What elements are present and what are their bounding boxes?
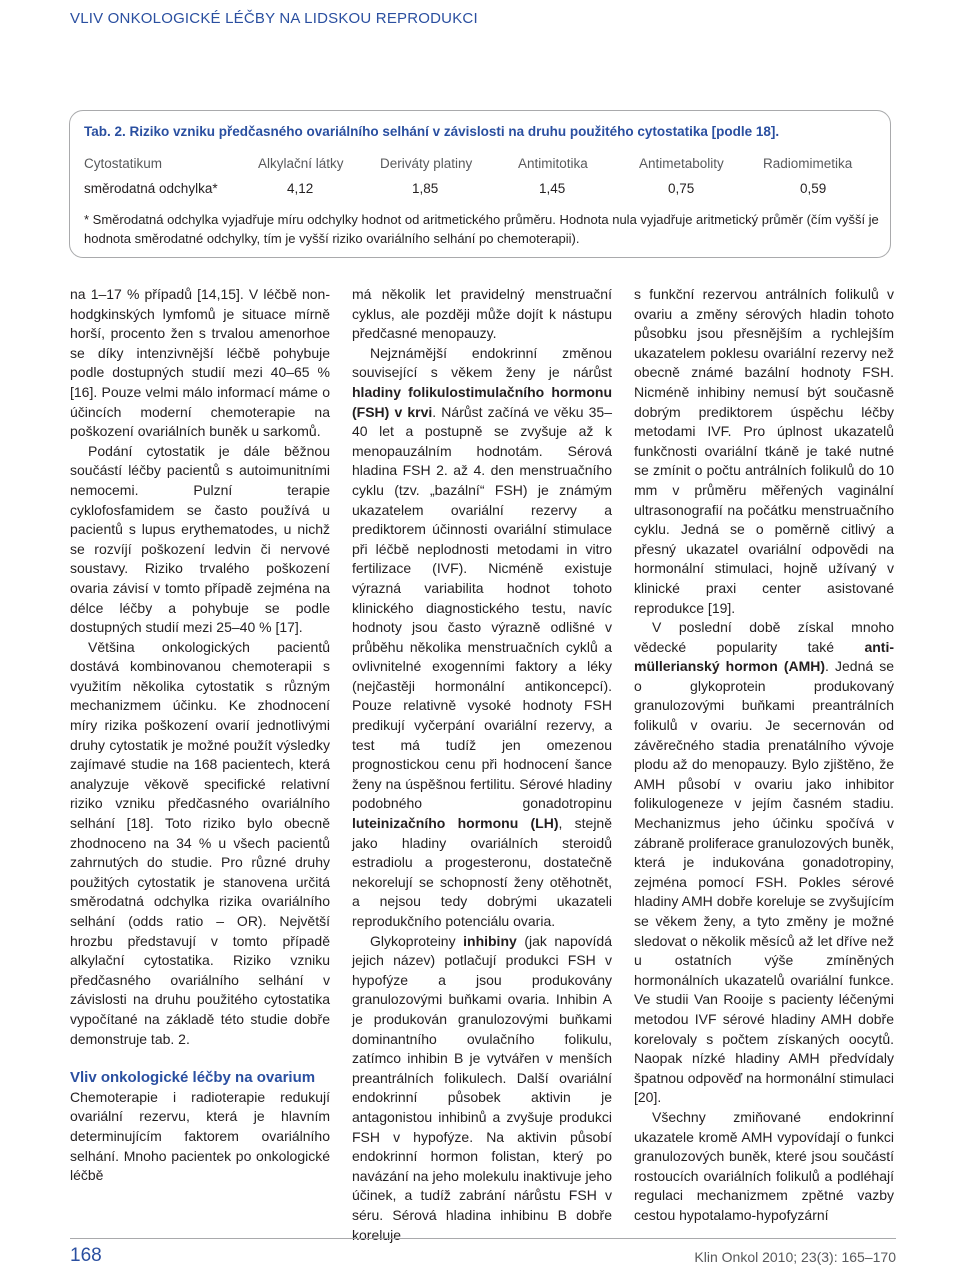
table-2 xyxy=(69,110,891,258)
table-row xyxy=(70,181,892,199)
text-column-1 xyxy=(70,285,330,1186)
paragraph xyxy=(634,618,894,1108)
table-title: Tab. 2. Riziko vzniku předčasného ovariálního selhání v závislosti na druhu použitého cytostatika [podle 18]. xyxy=(84,124,780,139)
text-column-3 xyxy=(634,285,894,1226)
text-column-2 xyxy=(352,285,612,1245)
table-cell: 1,85 xyxy=(412,181,439,196)
table-footnote: * Směrodatná odchylka vyjadřuje míru odchylky hodnot od aritmetického průměru. Hodnota nula vyjadřuje aritmetický průměr (čím vyšší je hodnota směrodatné odchylky, tím je vyšší riziko ovariálního selhání po chemoterapii). xyxy=(84,212,879,246)
text-run: , stejně jako hladiny ovariálních steroidů estradiolu a progesteronu, dostatečně nekorelují se schopností ženy otěhotnět, a nejsou tedy dobrými ukazateli reprodukčního potenciálu ovaria. xyxy=(352,815,613,929)
bold-term: luteinizačního hormonu (LH) xyxy=(352,815,559,832)
table-column-header: Radiomimetika xyxy=(763,156,853,171)
text-run: Glykoproteiny xyxy=(370,932,464,949)
journal-citation: Klin Onkol 2010; 23(3): 165–170 xyxy=(694,1249,896,1265)
table-row-label: směrodatná odchylka* xyxy=(84,181,218,196)
paragraph xyxy=(352,344,612,932)
table-header-row xyxy=(70,156,892,174)
bold-term: anti-müllerianský hormon (AMH) xyxy=(634,638,894,675)
running-title: VLIV ONKOLOGICKÉ LÉČBY NA LIDSKOU REPRODUKCI xyxy=(70,10,478,27)
paragraph: Chemoterapie i radioterapie redukují ovariální rezervu, která je hlavním determinujícím faktorem ovariálního selhání. Mnoho pacientek po onkologické léčbě xyxy=(70,1088,330,1184)
text-run: Nejznámější endokrinní změnou související s věkem ženy je nárůst xyxy=(352,344,612,381)
paragraph: na 1–17 % případů [14,15]. V léčbě non-hodgkinských lymfomů je situace mírně horší, procento žen s trvalou amenorhoe se díky intenzivnější léčbě pohybuje podle dostupných studií mezi 40–65 % [16]. Pouze velmi málo informací máme o účincích moderní chemoterapie na poškození ovariálních buněk u sarkomů. xyxy=(70,286,330,440)
text-run: (jak napovídá jejich název) potlačují produkci FSH v hypofýze a jsou produkovány granulozovými buňkami ovaria. Inhibin A je produkován granulozovými buňkami dominantního ovulačního folikulu, zatímco inhibin B je vytvářen v menších preantrálních folikulech. Další ovariální endokrinní působek aktivin je antagonistou inhibinů a zvyšuje produkci FSH v hypofýze. Na aktivin působí endokrinní hormon folistan, který po navázání na jeho molekulu inaktivuje jeho účinek, a tudíž zabrání nárůstu FSH v séru. Sérová hladina inhibinu B dobře koreluje xyxy=(352,932,613,1243)
text-run: . Jedná se o glykoprotein produkovaný granulozovými buňkami preantrálních folikulů v ovariu. Je secernován od závěrečného stadia prenatálního vývoje plodu až do menopauzy. Bylo zjištěno, že AMH působí v ovariu jako inhibitor folikulogeneze v jejím časném stadiu. Mechanizmus jeho účinku spočívá v zábraně proliferace granulozových buněk, která je indukována gonadotropiny, zejména pomocí FSH. Pokles sérové hladiny AMH dobře koreluje se zvyšujícím se věkem ženy, a tyto změny je možné sledovat o několik měsíců až let dříve než u ostatních výše zmíněných hormonálních ukazatelů ovariální funkce. Ve studii Van Rooije s pacienty léčenými metodou IVF sérové hladiny AMH dobře korelovaly s počtem získaných oocytů. Naopak nízké hladiny AMH předvídaly špatnou odpověď na hormonální stimulaci [20]. xyxy=(634,658,894,1106)
paragraph: má několik let pravidelný menstruační cyklus, ale později může dojít k nástupu předčasné menopauzy. xyxy=(352,286,612,342)
table-column-header: Antimitotika xyxy=(518,156,588,171)
table-cell: 4,12 xyxy=(287,181,314,196)
text-run: V poslední době získal mnoho vědecké popularity také xyxy=(634,619,894,655)
paragraph: s funkční rezervou antrálních folikulů v ovariu a změny sérových hladin tohoto působku jsou přesnějším a rychlejším ukazatelem poklesu ovariální rezervy než obecně známé bazální hodnoty FSH. Nicméně inhibiny nemusí být současně dobrým prediktorem úspěchu léčby metodami IVF. Pro úplnost ukazatelů funkčnosti ovariální tkáně je také nutné se zmínit o počtu antrálních folikulů do 10 mm v průměru měřených vaginální ultrasonografií na počátku menstruačního cyklu. Jedná se o poměrně citlivý a přesný ukazatel ovariální odpovědi na hormonální stimulaci, hojně užívaný v klinické praxi center asistované reprodukce [19]. xyxy=(634,286,894,616)
table-column-header: Cytostatikum xyxy=(84,156,163,171)
table-column-header: Alkylační látky xyxy=(258,156,344,171)
paragraph: Všechny zmiňované endokrinní ukazatele kromě AMH vypovídají o funkci granulozových buněk, které jsou součástí rostoucích ovariálních folikulů a podléhají regulaci mechanizmem zpětné vazby cestou hypotalamo-hypofyzární xyxy=(634,1108,894,1223)
table-cell: 0,59 xyxy=(800,181,827,196)
table-cell: 0,75 xyxy=(668,181,695,196)
bold-term: inhibiny xyxy=(463,932,517,949)
paragraph xyxy=(352,932,612,1246)
paragraph: Podání cytostatik je dále běžnou součástí léčby pacientů s autoimunitními nemocemi. Pulzní terapie cyklofosfamidem se často používá u pacientů s lupus erythematodes, u nichž se rozvíjí poškození ledvin či nervové soustavy. Riziko trvalého poškození ovaria závisí v tomto případě zejména na délce léčby a pohybuje se podle dostupných studií mezi 25–40 % [17]. xyxy=(70,442,330,636)
section-heading: Vliv onkologické léčby na ovarium xyxy=(70,1069,316,1087)
table-column-header: Antimetabolity xyxy=(639,156,724,171)
text-run: . Nárůst začíná ve věku 35–40 let a postupně se zvyšuje až k menopauzálním hodnotám. Sérová hladina FSH 2. až 4. den menstruačního cyklu (tzv. „bazální“ FSH) je známým ukazatelem ovariální rezervy a prediktorem účinnosti ovariální stimulace při léčbě neplodnosti metodami in vitro fertilizace (IVF). Nicméně existuje výrazná variabilita hodnot tohoto klinického diagnostického testu, navíc hodnoty jsou často výrazně odlišné v průběhu několika menstruačních cyklů a ovlivnitelné exogenními faktory a léky (nejčastěji hormonální antikoncepcí). Pouze relativně vysoké hodnoty FSH predikují vyčerpání ovariální rezervy, a test má tudíž jen omezenou prognostickou cenu při hodnocení šance ženy na úspěšnou fertilitu. Sérové hladiny podobného gonadotropinu xyxy=(352,403,612,812)
page-number: 168 xyxy=(70,1245,102,1266)
table-cell: 1,45 xyxy=(539,181,566,196)
table-column-header: Deriváty platiny xyxy=(380,156,473,171)
paragraph: Většina onkologických pacientů dostává kombinovanou chemoterapii s využitím několika cytostatik s různým mechanizmem účinku. Ke zhodnocení míry rizika poškození ovarií jednotlivými druhy cytostatik je možné použít výsledky zajímavé studie na 168 pacientech, která analyzuje věkově specifické relativní riziko vzniku předčasného ovariálního selhání [18]. Toto riziko bylo obecně zhodnoceno na 34 % u všech pacientů zahrnutých do studie. Pro různé druhy použitých cytostatik je stanovena určitá směrodatná odchylka rizika ovariálního selhání (odds ratio – OR). Největší hrozbu představují v tomto případě alkylační cytostatika. Riziko vzniku předčasného ovariálního selhání v závislosti na druhu použitého cytostatika vypočítané na základě této studie dobře demonstruje tab. 2. xyxy=(70,638,330,1047)
bold-term: hladiny folikulostimulačního hormonu (FSH) v krvi xyxy=(352,383,612,420)
footer-divider xyxy=(70,1238,896,1239)
